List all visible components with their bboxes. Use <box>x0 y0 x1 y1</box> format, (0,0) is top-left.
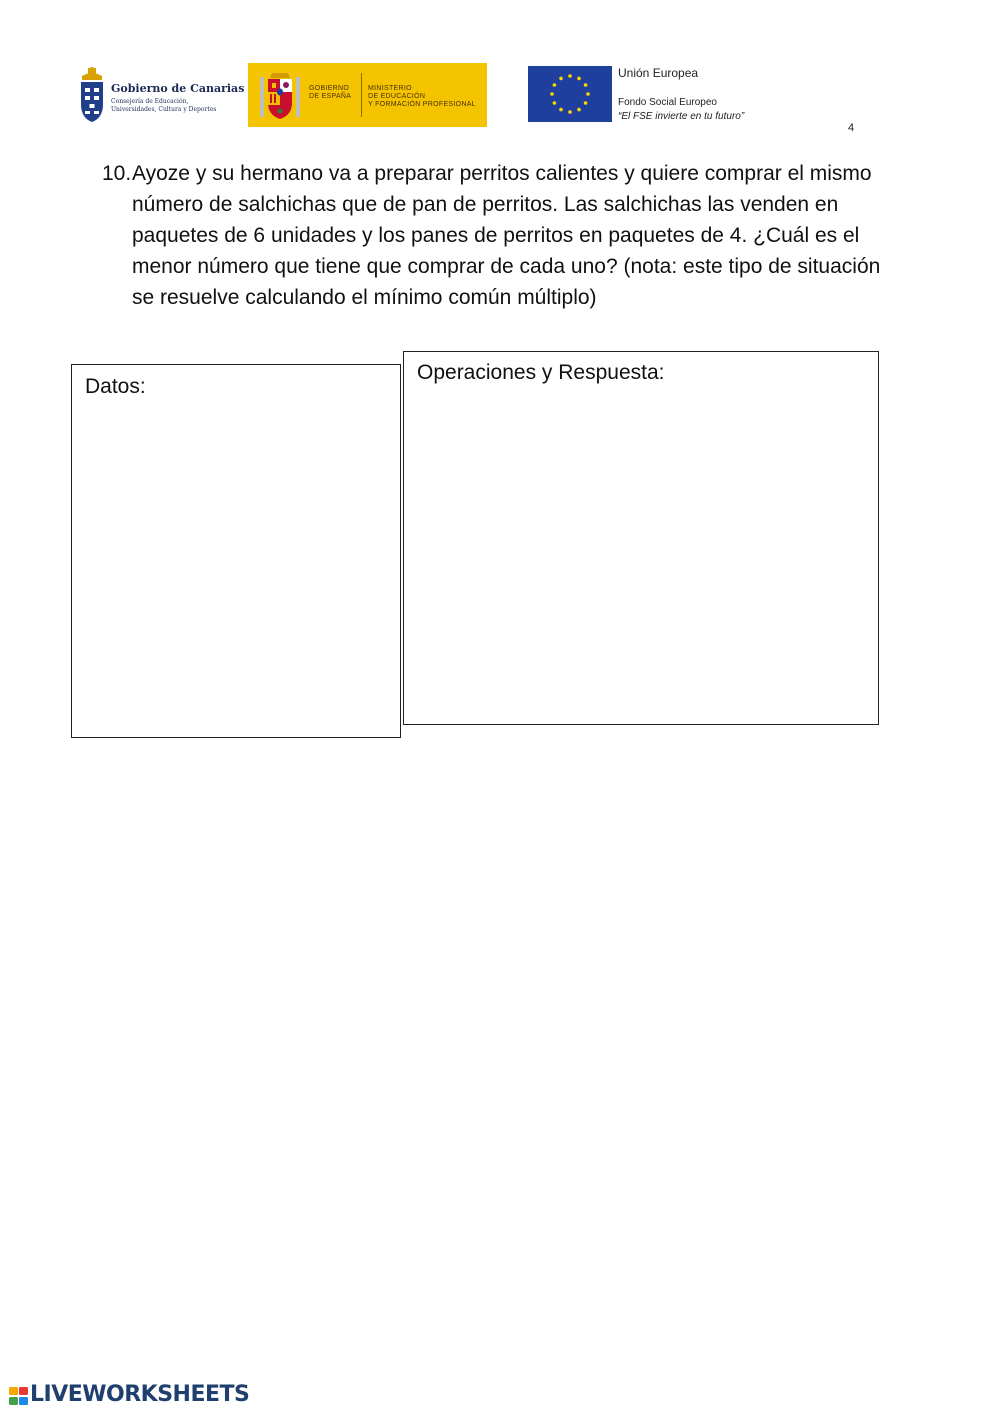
eu-fund: Fondo Social Europeo <box>618 97 717 108</box>
gobierno-espana-logo <box>248 63 487 127</box>
liveworksheets-brand <box>8 1381 298 1409</box>
eu-title: Unión Europea <box>618 66 699 80</box>
brand-name: LIVEWORKSHEETS <box>30 1382 250 1407</box>
page-number: 4 <box>848 122 855 134</box>
logo-divider <box>361 73 362 117</box>
canarias-subtitle-line2: Universidades, Cultura y Deportes <box>111 106 217 113</box>
datos-box[interactable] <box>71 364 401 738</box>
eu-flag-icon <box>528 66 612 122</box>
header-logos <box>0 0 1000 140</box>
gobierno-canarias-logo <box>76 66 245 126</box>
spain-coat-of-arms-icon <box>258 69 302 121</box>
operaciones-respuesta-box[interactable] <box>403 351 879 725</box>
eu-slogan: “El FSE invierte en tu futuro” <box>618 111 745 122</box>
gobierno-espana-text <box>309 85 351 101</box>
question-10 <box>102 158 882 313</box>
union-europea-logo <box>528 64 753 126</box>
canarias-subtitle <box>111 98 216 114</box>
espana-min-line1: MINISTERIO <box>368 85 412 92</box>
espana-gob-line1: GOBIERNO <box>309 85 350 92</box>
espana-min-line2: DE EDUCACIÓN <box>368 93 426 100</box>
canarias-crest-icon <box>78 66 106 124</box>
operaciones-label: Operaciones y Respuesta: <box>417 361 665 384</box>
canarias-title: Gobierno de Canarias <box>111 82 245 95</box>
espana-gob-line2: DE ESPAÑA <box>309 93 352 100</box>
canarias-subtitle-line1: Consejería de Educación, <box>111 98 189 105</box>
espana-min-line3: Y FORMACIÓN PROFESIONAL <box>368 101 476 108</box>
ministerio-text <box>368 85 476 109</box>
question-number: 10. <box>102 162 132 185</box>
datos-label: Datos: <box>85 375 146 398</box>
liveworksheets-logo-icon <box>8 1385 30 1407</box>
question-text: Ayoze y su hermano va a preparar perritos calientes y quiere comprar el mismo número de salchichas que de pan de perritos. Las salchichas las venden en paquetes de 6 unidades y los panes de perritos en paquetes de 4. ¿Cuál es el menor número que tiene que comprar de cada uno? (nota: este tipo de situación se resuelve calculando el mínimo común múltiplo) <box>132 162 881 309</box>
